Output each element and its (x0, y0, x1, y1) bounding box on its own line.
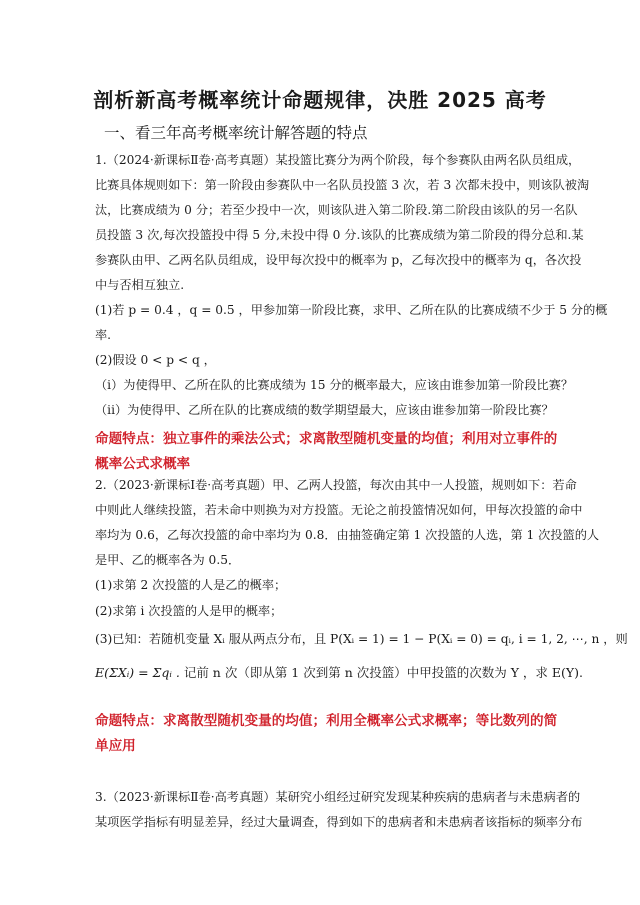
q2-expectation-formula (95, 663, 583, 681)
expectation-equation: E(ΣXᵢ) = Σqᵢ . (95, 665, 180, 680)
q1-part-1-cont: 率. (95, 328, 112, 342)
q1-feature-line-1: 命题特点：独立事件的乘法公式；求离散型随机变量的均值；利用对立事件的 (95, 431, 558, 447)
q1-part-2-i: （i）为使得甲、乙所在队的比赛成绩为 15 分的概率最大，应该由谁参加第一阶段比赛？ (95, 378, 574, 392)
q1-line-1: 1.（2024·新课标Ⅱ卷·高考真题）某投篮比赛分为两个阶段，每个参赛队由两名队员组成， (95, 153, 581, 167)
q1-line-2: 比赛具体规则如下：第一阶段由参赛队中一名队员投篮 3 次，若 3 次都未投中，则该队被淘 (95, 178, 590, 192)
q1-line-5: 参赛队由甲、乙两名队员组成，设甲每次投中的概率为 p，乙每次投中的概率为 q，各次投 (95, 253, 582, 267)
q2-feature-line-1: 命题特点：求离散型随机变量的均值；利用全概率公式求概率；等比数列的简 (95, 713, 558, 729)
q2-line-2: 中则此人继续投篮，若未命中则换为对方投篮。无论之前投篮情况如何，甲每次投篮的命中 (95, 503, 583, 517)
q3-line-2: 某项医学指标有明显差异，经过大量调查，得到如下的患病者和未患病者该指标的频率分布 (95, 815, 583, 829)
q1-part-2-ii: （ii）为使得甲、乙所在队的比赛成绩的数学期望最大，应该由谁参加第一阶段比赛？ (95, 403, 554, 417)
q1-line-3: 汰，比赛成绩为 0 分；若至少投中一次，则该队进入第二阶段.第二阶段由该队的另一名队 (95, 203, 578, 217)
q1-feature-line-2: 概率公式求概率 (95, 456, 191, 472)
q1-line-6: 中与否相互独立. (95, 278, 185, 292)
q2-line-1: 2.（2023·新课标Ⅰ卷·高考真题）甲、乙两人投篮，每次由其中一人投篮，规则如下：若命 (95, 478, 577, 492)
q2-feature-line-2: 单应用 (95, 738, 136, 754)
section-heading: 一、看三年高考概率统计解答题的特点 (104, 124, 368, 142)
page-title: 剖析新高考概率统计命题规律，决胜 2025 高考 (93, 88, 547, 112)
q1-part-2: (2)假设 0 < p < q ， (95, 353, 216, 367)
q1-line-4: 员投篮 3 次,每次投篮投中得 5 分,未投中得 0 分.该队的比赛成绩为第二阶段的得分总和.某 (95, 228, 584, 242)
q2-line-3: 率均为 0.6，乙每次投篮的命中率均为 0.8．由抽签确定第 1 次投篮的人选，第 1 次投篮的人 (95, 528, 600, 542)
q1-part-1: (1)若 p = 0.4 ，q = 0.5 ，甲参加第一阶段比赛，求甲、乙所在队的比赛成绩不少于 5 分的概 (95, 303, 608, 317)
expectation-description: 记前 n 次（即从第 1 次到第 n 次投篮）中甲投篮的次数为 Y ，求 E(Y). (179, 665, 584, 680)
q2-part-3: (3)已知：若随机变量 Xᵢ 服从两点分布，且 P(Xᵢ = 1) = 1 − P(Xᵢ = 0) = qᵢ, i = 1, 2, ⋯, n ，则 (95, 632, 628, 646)
q3-line-1: 3.（2023·新课标Ⅱ卷·高考真题）某研究小组经过研究发现某种疾病的患病者与未患病者的 (95, 790, 581, 804)
q2-part-2: (2)求第 i 次投篮的人是甲的概率； (95, 604, 283, 618)
q2-line-4: 是甲、乙的概率各为 0.5． (95, 553, 241, 567)
q2-part-1: (1)求第 2 次投篮的人是乙的概率； (95, 578, 287, 592)
